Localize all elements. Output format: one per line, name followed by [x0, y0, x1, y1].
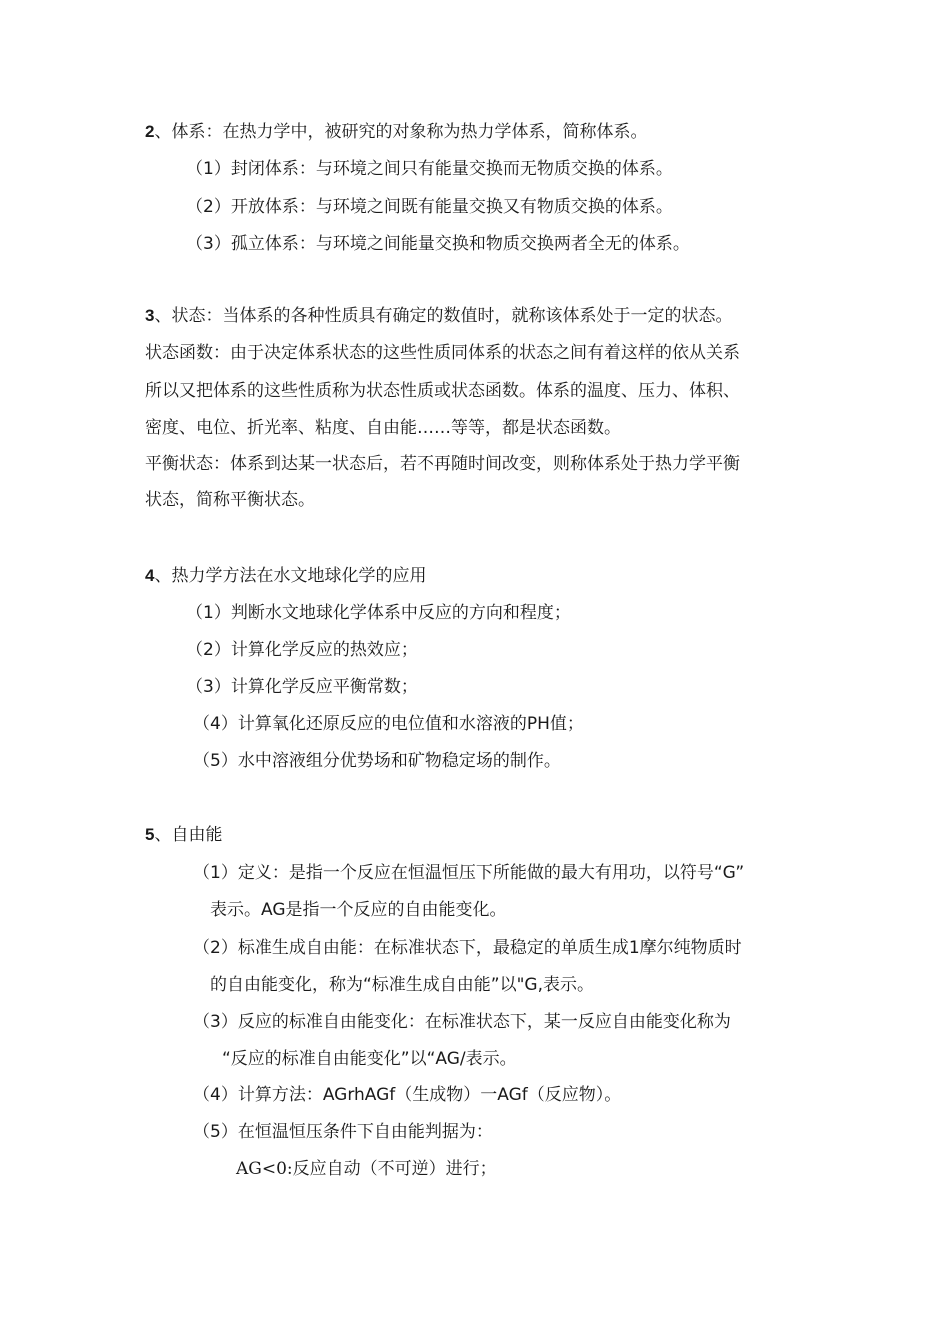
section-3-heading	[145, 304, 732, 328]
section-5-heading	[145, 823, 222, 847]
section-number: 5	[145, 825, 155, 844]
paragraph-line: 平衡状态：体系到达某一状态后，若不再随时间改变，则称体系处于热力学平衡	[145, 454, 740, 474]
heading-text: 、自由能	[154, 825, 223, 845]
paragraph-line: （2）标准生成自由能：在标准状态下，最稳定的单质生成1摩尔纯物质时	[193, 938, 742, 958]
paragraph-line: （1）定义：是指一个反应在恒温恒压下所能做的最大有用功，以符号“G”	[193, 863, 745, 883]
list-item: （3）计算化学反应平衡常数；	[186, 677, 418, 697]
paragraph-line: AG<0:反应自动（不可逆）进行；	[236, 1159, 497, 1179]
paragraph-line: 表示。AG是指一个反应的自由能变化。	[210, 900, 507, 920]
section-4-heading	[145, 564, 426, 588]
paragraph-line: （4）计算方法：AGrhAGf（生成物）一AGf（反应物）。	[193, 1085, 622, 1105]
paragraph-line: 密度、电位、折光率、粘度、自由能……等等，都是状态函数。	[145, 418, 621, 438]
list-item: （1）封闭体系：与环境之间只有能量交换而无物质交换的体系。	[186, 159, 673, 179]
paragraph-line: （3）反应的标准自由能变化：在标准状态下，某一反应自由能变化称为	[193, 1012, 731, 1032]
heading-text: 、热力学方法在水文地球化学的应用	[154, 566, 427, 586]
paragraph-line: 状态函数：由于决定体系状态的这些性质同体系的状态之间有着这样的依从关系	[145, 343, 740, 363]
list-item: （2）开放体系：与环境之间既有能量交换又有物质交换的体系。	[186, 197, 673, 217]
paragraph-line: （5）在恒温恒压条件下自由能判据为：	[193, 1122, 493, 1142]
paragraph-line: 的自由能变化，称为“标准生成自由能”以"G,表示。	[210, 975, 595, 995]
paragraph-line: 状态，简称平衡状态。	[145, 490, 315, 510]
heading-text: 、体系：在热力学中，被研究的对象称为热力学体系，简称体系。	[154, 122, 648, 142]
paragraph-line: 所以又把体系的这些性质称为状态性质或状态函数。体系的温度、压力、体积、	[145, 381, 740, 401]
section-number: 2	[145, 122, 155, 141]
list-item: （2）计算化学反应的热效应；	[186, 640, 418, 660]
paragraph-line: “反应的标准自由能变化”以“AG/表示。	[222, 1049, 517, 1069]
list-item: （4）计算氧化还原反应的电位值和水溶液的PH值；	[193, 714, 584, 734]
list-item: （3）孤立体系：与环境之间能量交换和物质交换两者全无的体系。	[186, 234, 690, 254]
section-number: 4	[145, 566, 155, 585]
heading-text: 、状态：当体系的各种性质具有确定的数值时，就称该体系处于一定的状态。	[154, 306, 733, 326]
list-item: （5）水中溶液组分优势场和矿物稳定场的制作。	[193, 751, 561, 771]
list-item: （1）判断水文地球化学体系中反应的方向和程度；	[186, 603, 571, 623]
section-number: 3	[145, 306, 155, 325]
section-2-heading	[145, 120, 647, 144]
